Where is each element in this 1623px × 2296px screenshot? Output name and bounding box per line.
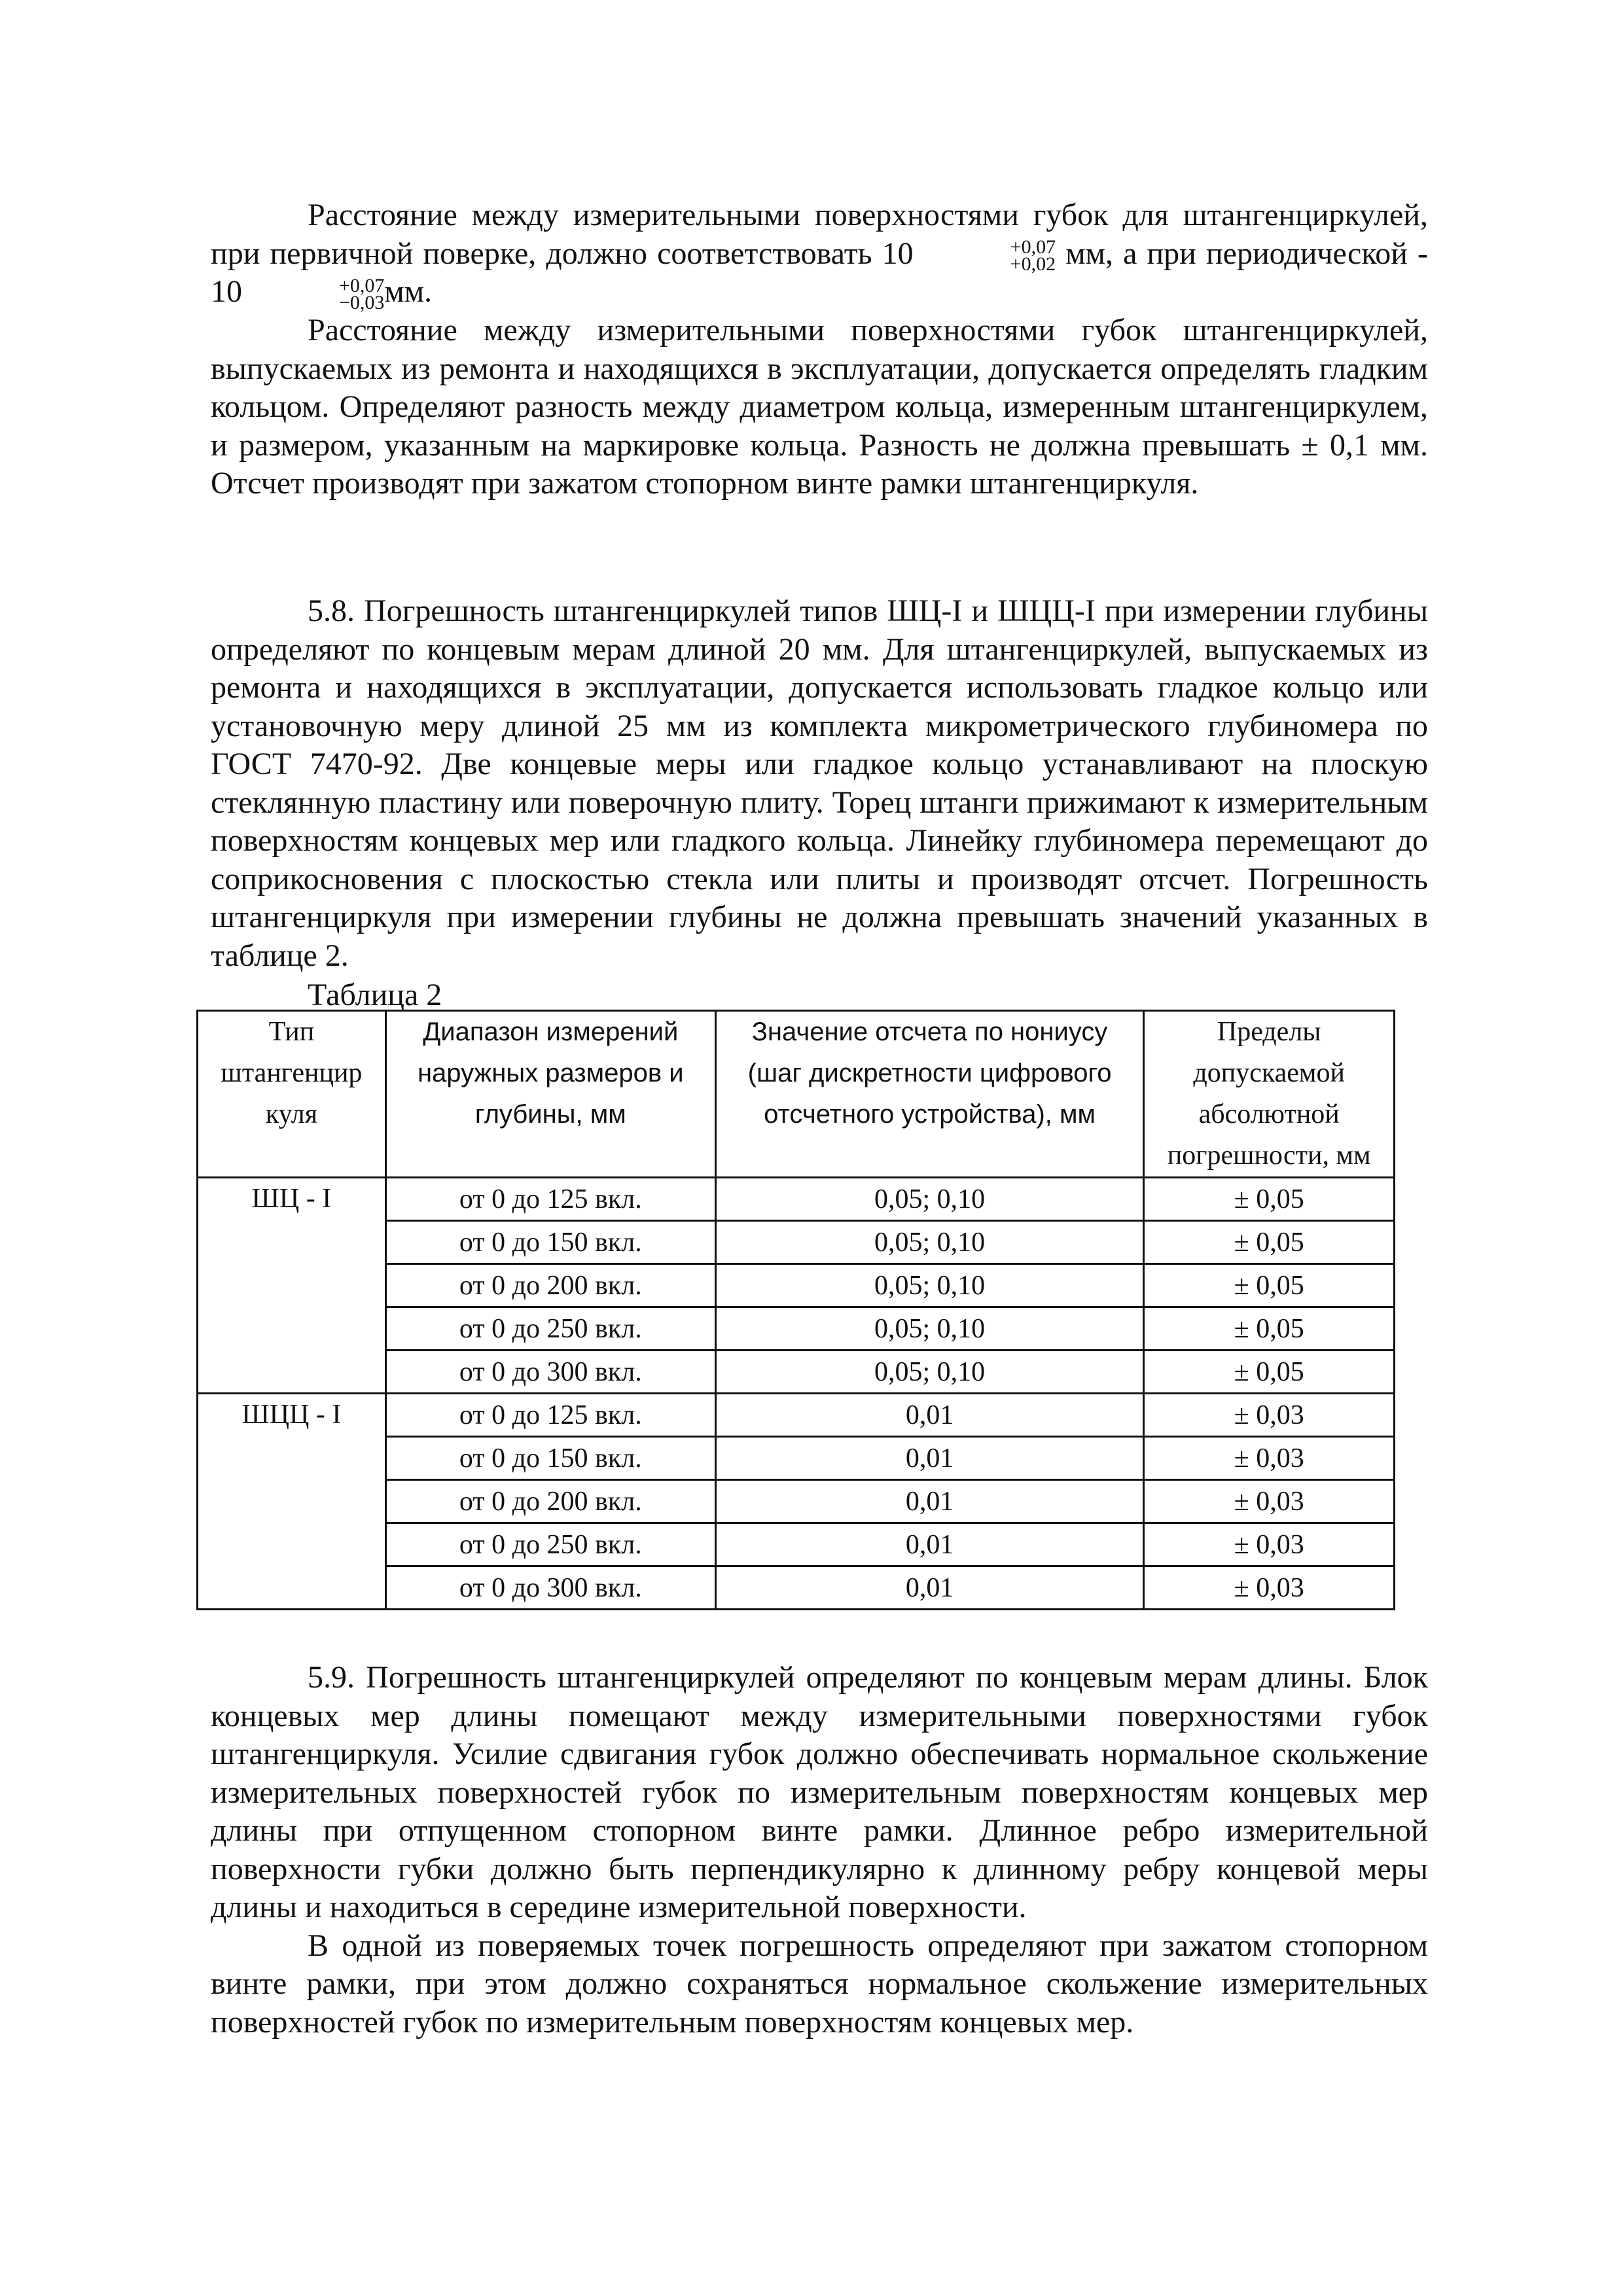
col-header-reading: Значение отсчета по нониусу (шаг дискретности цифрового отсчетного устройства), мм xyxy=(715,1011,1144,1178)
paragraph-ring-check: Расстояние между измерительными поверхностями губок штангенциркулей, выпускаемых из ремонта и находящихся в эксплуатации, допускается определять гладким кольцом. Определяют разность между диаметром кольца, измеренным штангенциркулем, и размером, указанным на маркировке кольца. Разность не должна превышать ± 0,1 мм. Отсчет производят при зажатом стопорном винте рамки штангенциркуля. xyxy=(211,313,1428,501)
caliper-type-cell: ШЦ - I xyxy=(198,1178,386,1394)
reading-cell: 0,05; 0,10 xyxy=(715,1178,1144,1221)
range-cell: от 0 до 250 вкл. xyxy=(385,1523,715,1566)
error-cell: ± 0,03 xyxy=(1144,1394,1395,1437)
error-cell: ± 0,03 xyxy=(1144,1566,1395,1610)
tolerance-periodic: +0,07 −0,03 xyxy=(339,275,385,314)
reading-cell: 0,05; 0,10 xyxy=(715,1264,1144,1307)
range-cell: от 0 до 200 вкл. xyxy=(385,1480,715,1523)
col-header-error-limits: Пределы допускаемой абсолютной погрешности, мм xyxy=(1144,1011,1395,1178)
range-cell: от 0 до 150 вкл. xyxy=(385,1221,715,1264)
range-cell: от 0 до 125 вкл. xyxy=(385,1394,715,1437)
range-cell: от 0 до 125 вкл. xyxy=(385,1178,715,1221)
reading-cell: 0,01 xyxy=(715,1394,1144,1437)
range-cell: от 0 до 300 вкл. xyxy=(385,1566,715,1610)
section-5-7 xyxy=(211,196,1428,503)
table-2 xyxy=(196,1010,1395,1610)
caliper-type-cell: ШЦЦ - I xyxy=(198,1394,386,1610)
range-cell: от 0 до 250 вкл. xyxy=(385,1307,715,1351)
col-header-type: Тип штангенцир куля xyxy=(198,1011,386,1178)
paragraph-depth-error: 5.8. Погрешность штангенциркулей типов ШЦ-I и ШЦЦ-I при измерении глубины определяют по концевым мерам длиной 20 мм. Для штангенциркулей, выпускаемых из ремонта и находящихся в эксплуатации, допускается использовать гладкое кольцо или установочную меру длиной 25 мм из комплекта микрометрического глубиномера по ГОСТ 7470-92. Две концевые меры или гладкое кольцо устанавливают на плоскую стеклянную пластину или поверочную плиту. Торец штанги прижимают к измерительным поверхностям концевых мер или гладкого кольца. Линейку глубиномера перемещают до соприкосновения с плоскостью стекла или плиты и производят отсчет. Погрешность штангенциркуля при измерении глубины не должна превышать значений указанных в таблице 2. xyxy=(211,593,1428,973)
section-5-8 xyxy=(211,592,1428,975)
range-cell: от 0 до 200 вкл. xyxy=(385,1264,715,1307)
paragraph-gauge-blocks: 5.9. Погрешность штангенциркулей определяют по концевым мерам длины. Блок концевых мер длины помещают между измерительными поверхностями губок штангенциркуля. Усилие сдвигания губок должно обеспечивать нормальное скольжение измерительных поверхностей губок по измерительным поверхностям концевых мер длины при отпущенном стопорном винте рамки. Длинное ребро измерительной поверхности губки должно быть перпендикулярно к длинному ребру концевой меры длины и находиться в середине измерительной поверхности. xyxy=(211,1660,1428,1924)
reading-cell: 0,05; 0,10 xyxy=(715,1221,1144,1264)
reading-cell: 0,01 xyxy=(715,1566,1144,1610)
error-cell: ± 0,05 xyxy=(1144,1307,1395,1351)
error-cell: ± 0,05 xyxy=(1144,1221,1395,1264)
table-row xyxy=(198,1394,1395,1437)
reading-cell: 0,01 xyxy=(715,1523,1144,1566)
table-caption: Таблица 2 xyxy=(308,978,442,1012)
reading-cell: 0,01 xyxy=(715,1480,1144,1523)
reading-cell: 0,05; 0,10 xyxy=(715,1351,1144,1394)
reading-cell: 0,01 xyxy=(715,1437,1144,1480)
error-cell: ± 0,05 xyxy=(1144,1264,1395,1307)
col-header-range: Диапазон измерений наружных размеров и глубины, мм xyxy=(385,1011,715,1178)
error-cell: ± 0,03 xyxy=(1144,1480,1395,1523)
error-cell: ± 0,05 xyxy=(1144,1351,1395,1394)
error-cell: ± 0,03 xyxy=(1144,1523,1395,1566)
section-5-9 xyxy=(211,1659,1428,2041)
tolerance-primary: +0,07 +0,02 xyxy=(1010,236,1056,275)
paragraph-jaw-distance: Расстояние между измерительными поверхностями губок для штангенциркулей, при первичной поверке, должно соответствовать 10 +0,07 +0,02 мм, а при периодической - 10 +0,07 −0,03 мм. xyxy=(211,198,1428,314)
error-cell: ± 0,05 xyxy=(1144,1178,1395,1221)
paragraph-locked-screw: В одной из поверяемых точек погрешность определяют при зажатом стопорном винте рамки, при этом должно сохраняться нормальное скольжение измерительных поверхностей губок по измерительным поверхностям концевых мер. xyxy=(211,1928,1428,2040)
reading-cell: 0,05; 0,10 xyxy=(715,1307,1144,1351)
range-cell: от 0 до 300 вкл. xyxy=(385,1351,715,1394)
table-row xyxy=(198,1178,1395,1221)
error-cell: ± 0,03 xyxy=(1144,1437,1395,1480)
table-header-row xyxy=(198,1011,1395,1178)
range-cell: от 0 до 150 вкл. xyxy=(385,1437,715,1480)
